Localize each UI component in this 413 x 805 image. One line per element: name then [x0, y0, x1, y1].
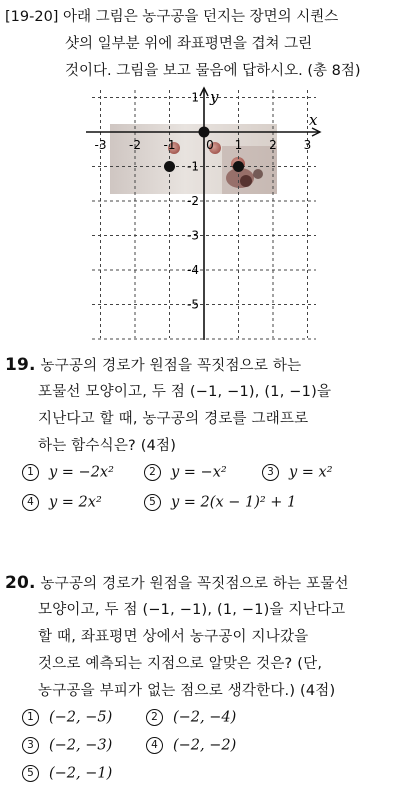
choice-text: y = −x² — [171, 464, 227, 481]
choice-number-4: 4 — [146, 737, 163, 754]
choice-number-5: 5 — [144, 494, 161, 511]
choice-number-2: 2 — [146, 709, 163, 726]
choice-number-5: 5 — [22, 765, 39, 782]
q19-choice-2[interactable] — [144, 464, 227, 481]
x-tick-label: -2 — [129, 138, 141, 152]
y-tick-label: -2 — [187, 194, 199, 208]
choice-text: y = −2x² — [49, 464, 114, 481]
question-20-line-5: 농구공을 부피가 없는 점으로 생각한다.) (4점) — [38, 683, 336, 699]
q20-choice-2[interactable] — [146, 709, 236, 726]
question-20-number: 20. — [5, 573, 36, 593]
question-19-text-1: 농구공의 경로가 원점을 꼭짓점으로 하는 — [40, 358, 302, 374]
q19-choice-3[interactable] — [262, 464, 333, 481]
y-tick-label: -4 — [187, 263, 199, 277]
choice-number-4: 4 — [22, 494, 39, 511]
choice-text: (−2, −5) — [49, 709, 113, 726]
choice-text: (−2, −1) — [49, 765, 113, 782]
plotted-point — [233, 161, 244, 172]
q20-choice-5[interactable] — [22, 765, 112, 782]
q20-choice-4[interactable] — [146, 737, 236, 754]
choice-text: y = 2x² — [49, 494, 102, 511]
question-19-line-1 — [5, 352, 301, 381]
question-19-number: 19. — [5, 355, 36, 375]
x-tick-label: 3 — [303, 138, 312, 152]
y-tick-label: -1 — [187, 159, 199, 174]
intro-line-1: [19-20] 아래 그림은 농구공을 던지는 장면의 시퀀스 — [5, 9, 339, 25]
intro-line-2: 샷의 일부분 위에 좌표평면을 겹쳐 그린 — [65, 36, 313, 52]
q20-choice-3[interactable] — [22, 737, 112, 754]
question-19-line-3: 지난다고 할 때, 농구공의 경로를 그래프로 — [38, 411, 309, 427]
choice-number-1: 1 — [22, 709, 39, 726]
choice-text: y = x² — [289, 464, 333, 481]
plotted-point — [164, 161, 175, 172]
question-19-line-2: 포물선 모양이고, 두 점 (−1, −1), (1, −1)을 — [38, 384, 332, 400]
x-tick-label: -3 — [94, 138, 107, 152]
y-axis-label: y — [210, 88, 219, 106]
x-axis-label: x — [309, 111, 318, 129]
choice-number-2: 2 — [144, 464, 161, 481]
y-tick-label: -5 — [187, 297, 199, 312]
question-19-line-4: 하는 함수식은? (4점) — [38, 438, 177, 454]
y-tick-label: -3 — [187, 228, 199, 243]
plotted-point — [199, 127, 210, 138]
question-20-line-1 — [5, 570, 349, 599]
x-tick-label: 2 — [269, 138, 277, 152]
x-tick-label: 1 — [234, 138, 243, 152]
intro-line-3: 것이다. 그림을 보고 물음에 답하시오. (총 8점) — [65, 63, 361, 79]
question-20-line-4: 것으로 예측되는 지점으로 알맞은 것은? (단, — [38, 656, 323, 672]
q19-choice-4[interactable] — [22, 494, 102, 511]
question-20-line-3: 할 때, 좌표평면 상에서 농구공이 지나갔을 — [38, 629, 309, 645]
choice-number-1: 1 — [22, 464, 39, 481]
q19-choice-1[interactable] — [22, 464, 114, 481]
question-20-line-2: 모양이고, 두 점 (−1, −1), (1, −1)을 지난다고 — [38, 602, 346, 618]
q20-choice-1[interactable] — [22, 709, 112, 726]
choice-number-3: 3 — [22, 737, 39, 754]
coordinate-plane-figure — [80, 86, 330, 342]
q19-choice-5[interactable] — [144, 494, 296, 511]
choice-text: (−2, −3) — [49, 737, 113, 754]
x-tick-label: -1 — [163, 138, 176, 152]
choice-number-3: 3 — [262, 464, 279, 481]
question-20-text-1: 농구공의 경로가 원점을 꼭짓점으로 하는 포물선 — [40, 576, 349, 592]
choice-text: y = 2(x − 1)² + 1 — [171, 494, 297, 511]
y-tick-label: 1 — [191, 90, 199, 105]
choice-text: (−2, −4) — [173, 709, 237, 726]
x-tick-label: 0 — [206, 138, 214, 152]
choice-text: (−2, −2) — [173, 737, 237, 754]
